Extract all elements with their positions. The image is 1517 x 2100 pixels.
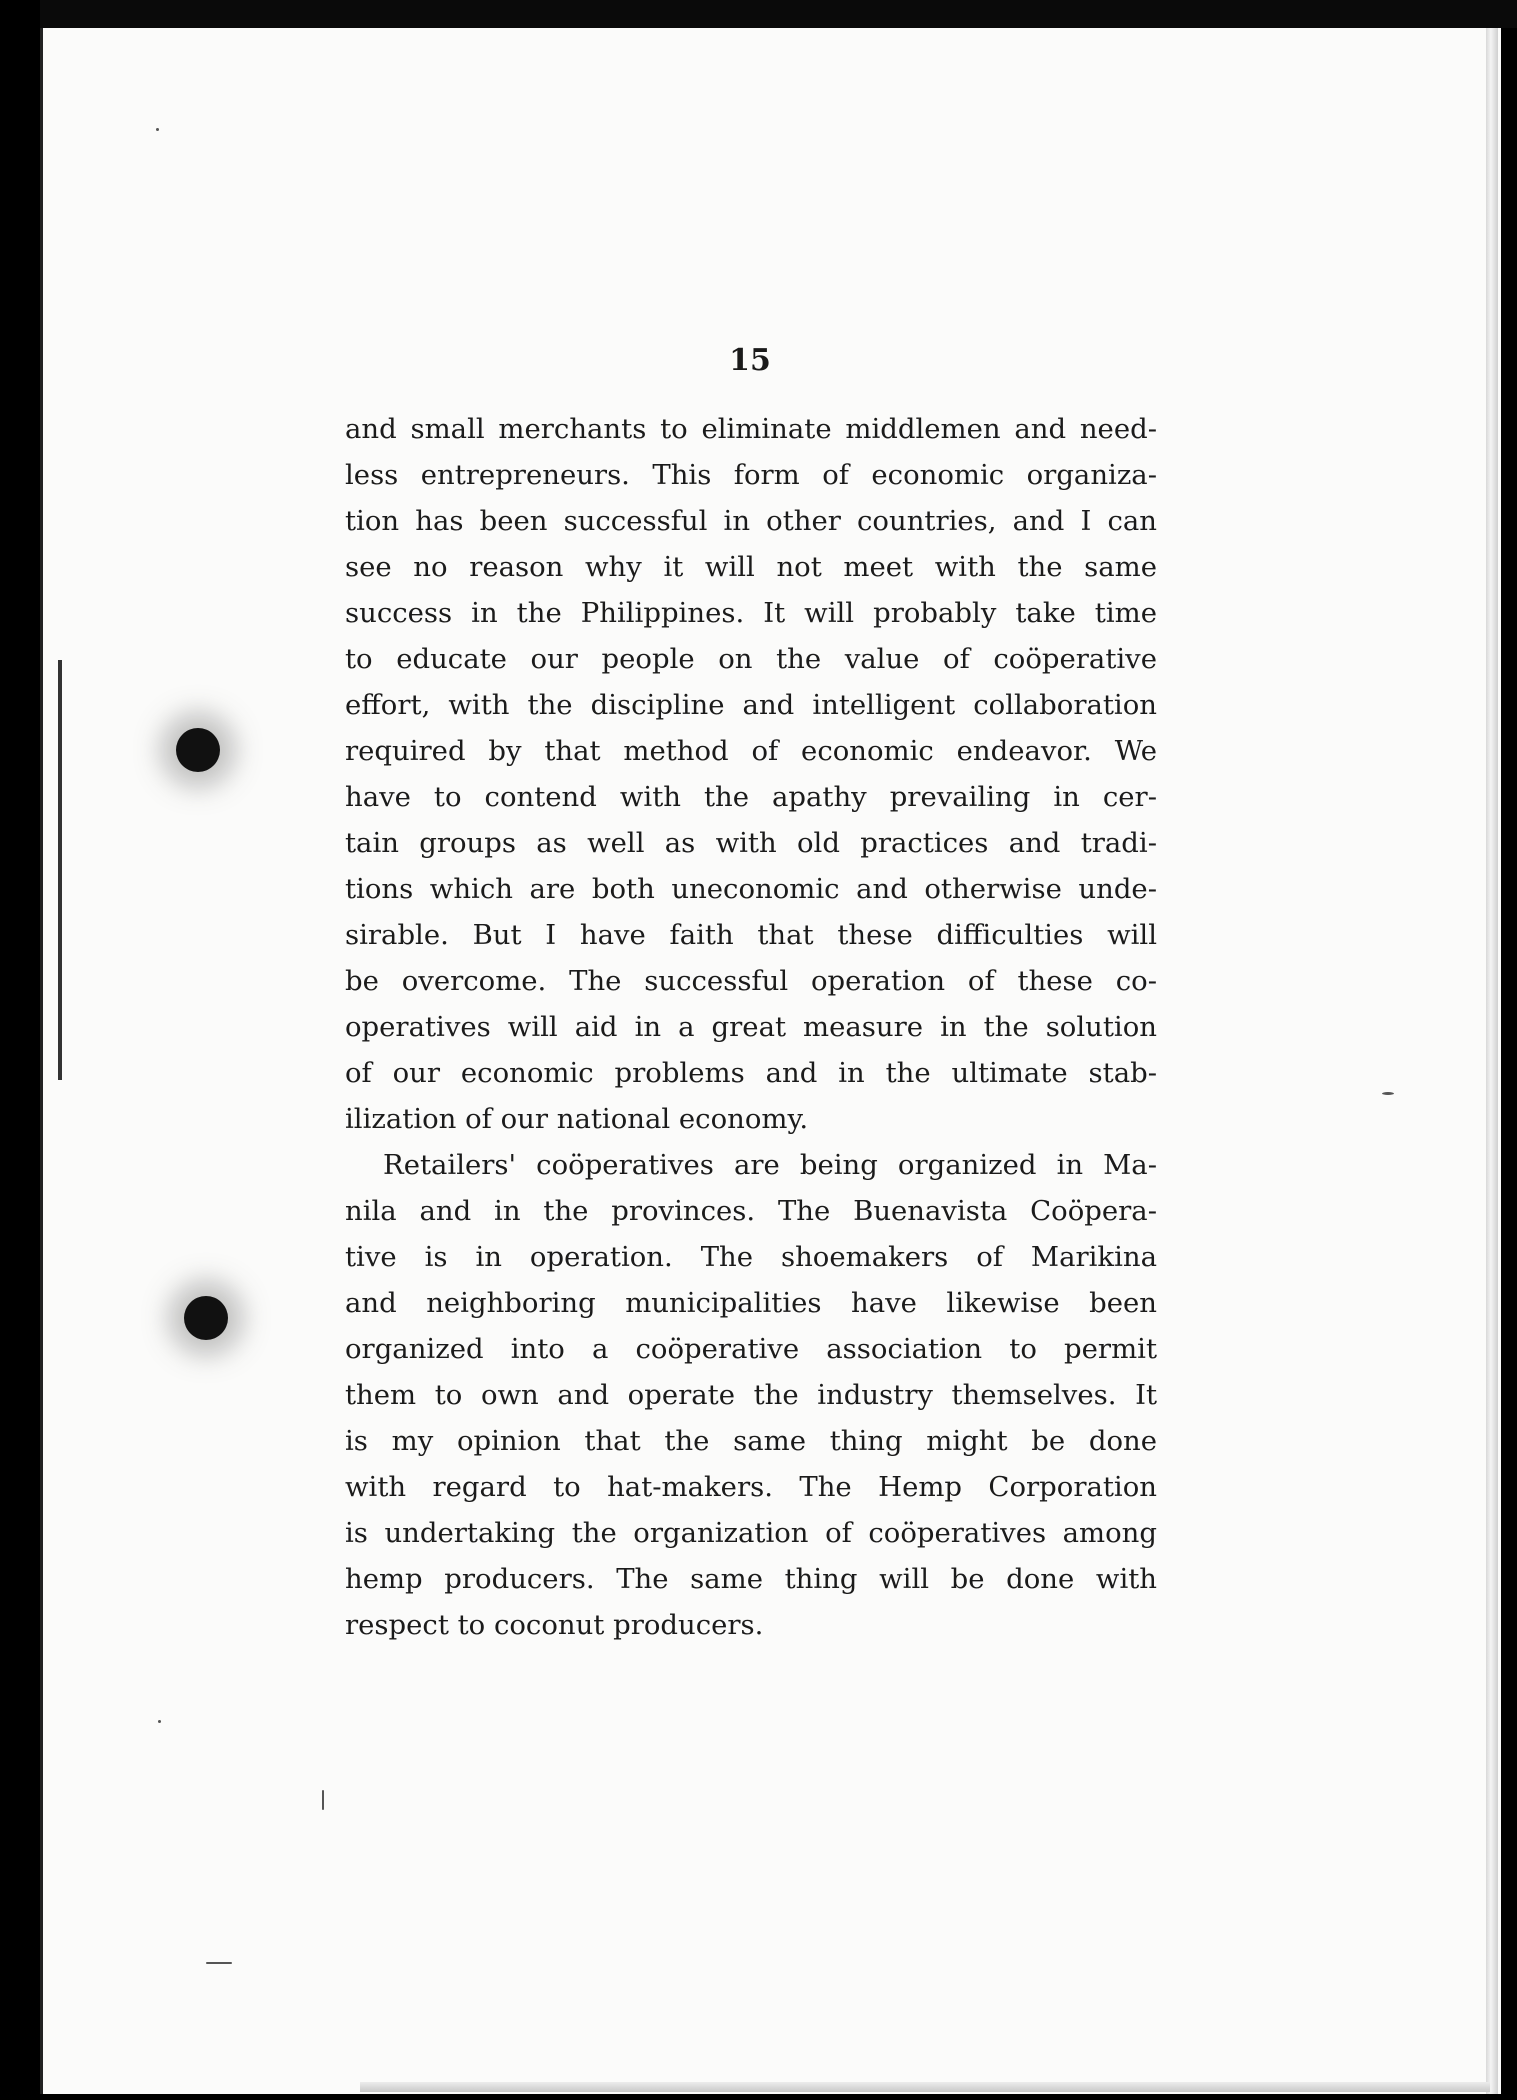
text-line: of our economic problems and in the ultimate stab- xyxy=(345,1057,1157,1089)
scan-speck xyxy=(158,1720,161,1723)
text-line: organized into a coöperative association to permit xyxy=(345,1333,1157,1365)
text-line: and small merchants to eliminate middlemen and need- xyxy=(345,413,1157,445)
scan-border-top xyxy=(40,0,1517,28)
text-line: nila and in the provinces. The Buenavista Coöpera- xyxy=(345,1195,1157,1227)
page-number: 15 xyxy=(729,343,771,378)
text-line: is undertaking the organization of coöperatives among xyxy=(345,1517,1157,1549)
punch-hole-upper xyxy=(176,728,220,772)
scan-speck xyxy=(1382,1092,1394,1095)
text-line: and neighboring municipalities have likewise been xyxy=(345,1287,1157,1319)
text-line: tion has been successful in other countries, and I can xyxy=(345,505,1157,537)
scan-speck xyxy=(156,128,159,131)
text-line: ilization of our national economy. xyxy=(345,1103,809,1135)
text-line: Retailers' coöperatives are being organized in Ma- xyxy=(383,1149,1157,1181)
text-line: respect to coconut producers. xyxy=(345,1609,764,1641)
scan-speck xyxy=(206,1962,232,1964)
text-line: tain groups as well as with old practices and tradi- xyxy=(345,827,1157,859)
paragraph-1 xyxy=(345,406,1157,1142)
text-line: see no reason why it will not meet with the same xyxy=(345,551,1157,583)
text-line: less entrepreneurs. This form of economic organiza- xyxy=(345,459,1157,491)
text-line: operatives will aid in a great measure in the solution xyxy=(345,1011,1157,1043)
text-line: them to own and operate the industry themselves. It xyxy=(345,1379,1157,1411)
scan-speck xyxy=(322,1790,324,1810)
text-line: tions which are both uneconomic and otherwise unde- xyxy=(345,873,1157,905)
binding-mark xyxy=(58,660,62,1080)
text-line: with regard to hat-makers. The Hemp Corporation xyxy=(345,1471,1157,1503)
text-line: success in the Philippines. It will probably take time xyxy=(345,597,1157,629)
text-line: to educate our people on the value of coöperative xyxy=(345,643,1157,675)
paragraph-2 xyxy=(345,1142,1157,1648)
text-line: is my opinion that the same thing might be done xyxy=(345,1425,1157,1457)
page-edge-right xyxy=(1486,28,1498,2094)
text-line: tive is in operation. The shoemakers of Marikina xyxy=(345,1241,1157,1273)
punch-hole-lower xyxy=(184,1296,228,1340)
body-text xyxy=(345,406,1157,1648)
page-edge-bottom xyxy=(360,2082,1490,2092)
text-line: sirable. But I have faith that these difficulties will xyxy=(345,919,1157,951)
text-line: be overcome. The successful operation of these co- xyxy=(345,965,1157,997)
text-line: hemp producers. The same thing will be done with xyxy=(345,1563,1157,1595)
text-line: required by that method of economic endeavor. We xyxy=(345,735,1157,767)
text-line: effort, with the discipline and intelligent collaboration xyxy=(345,689,1157,721)
text-line: have to contend with the apathy prevailing in cer- xyxy=(345,781,1157,813)
